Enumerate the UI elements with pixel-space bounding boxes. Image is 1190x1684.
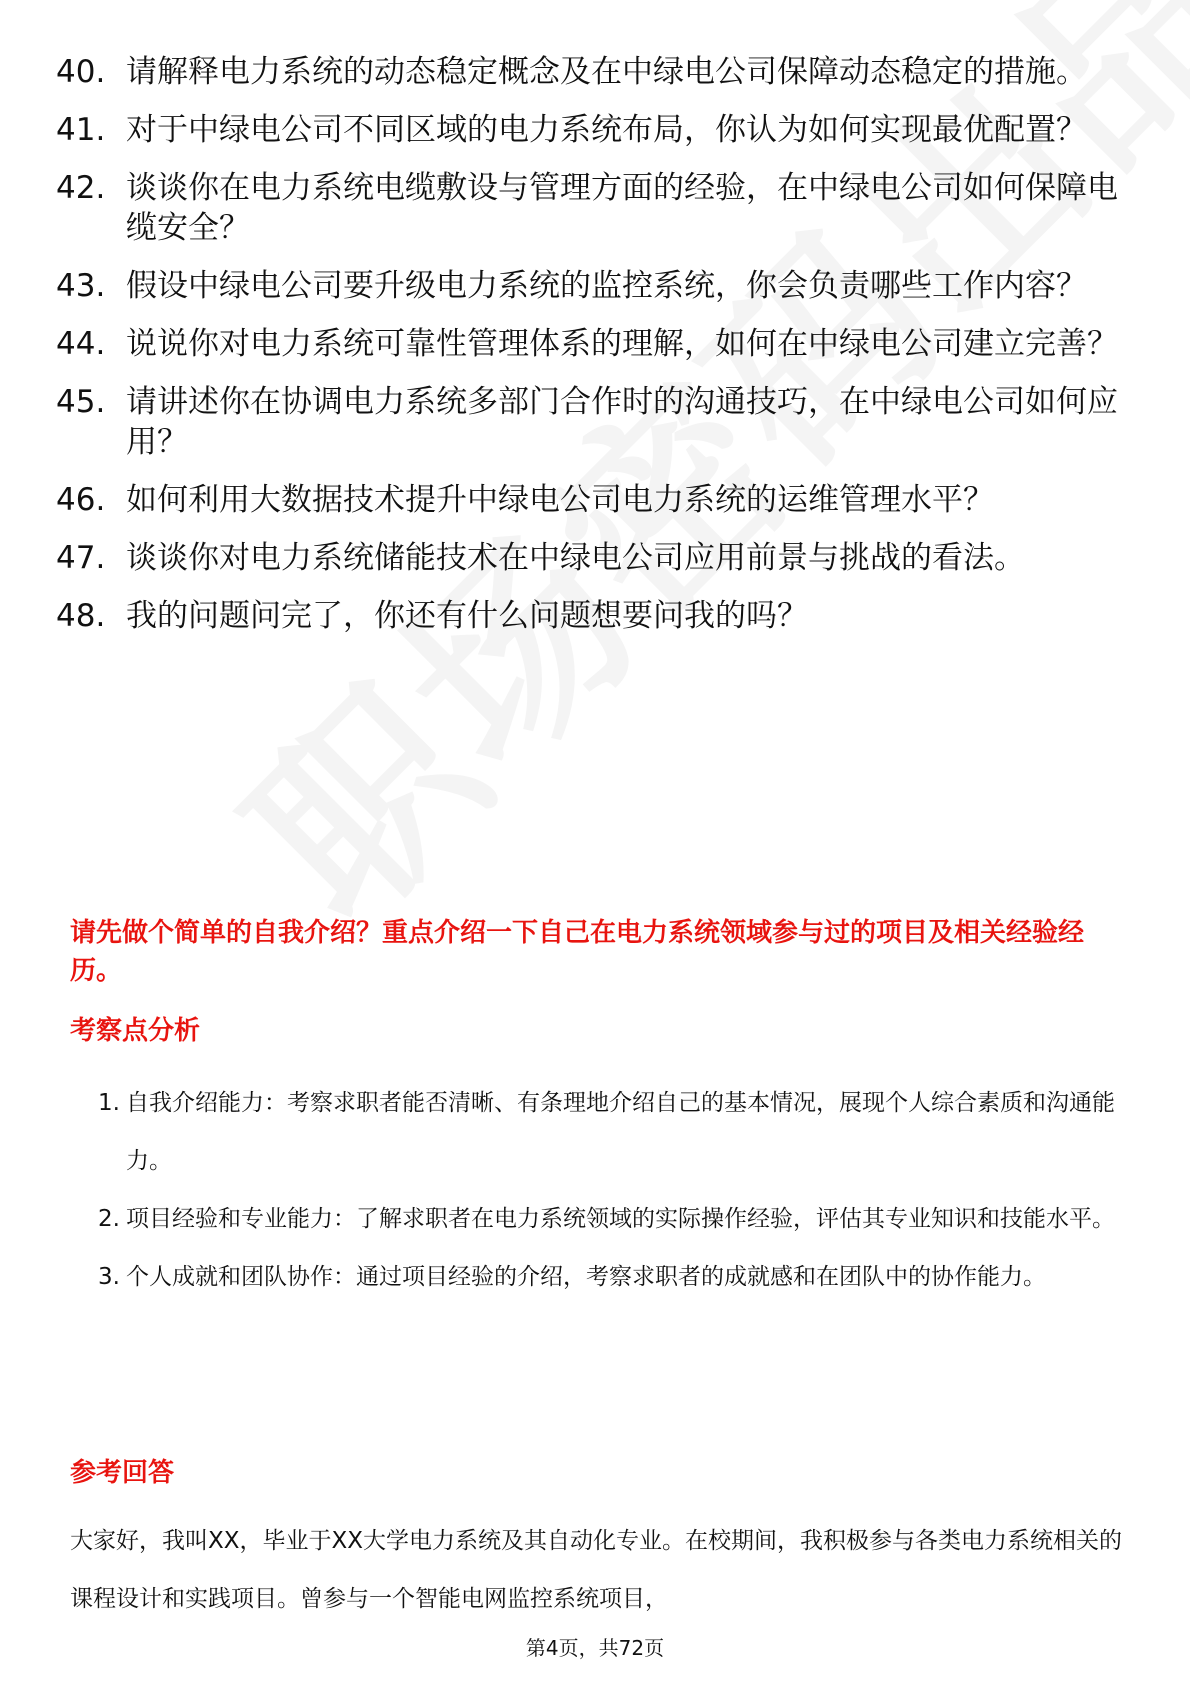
question-headline: 请先做个简单的自我介绍？重点介绍一下自己在电力系统领域参与过的项目及相关经验经历。 xyxy=(70,918,1085,986)
question-number: 41. xyxy=(56,112,106,148)
question-text: 说说你对电力系统可靠性管理体系的理解，如何在中绿电公司建立完善？ xyxy=(126,326,1118,362)
question-number: 45. xyxy=(56,384,106,420)
question-item xyxy=(56,266,1136,306)
question-text: 请解释电力系统的动态稳定概念及在中绿电公司保障动态稳定的措施。 xyxy=(126,54,1087,90)
analysis-text: 自我介绍能力：考察求职者能否清晰、有条理地介绍自己的基本情况，展现个人综合素质和沟通能力。 xyxy=(126,1090,1115,1174)
analysis-list xyxy=(70,1074,1130,1306)
question-text: 请讲述你在协调电力系统多部门合作时的沟通技巧，在中绿电公司如何应用？ xyxy=(126,384,1118,460)
analysis-number: 2. xyxy=(98,1206,120,1232)
question-item xyxy=(56,168,1136,248)
question-text: 如何利用大数据技术提升中绿电公司电力系统的运维管理水平？ xyxy=(126,482,994,518)
question-text: 对于中绿电公司不同区域的电力系统布局，你认为如何实现最优配置？ xyxy=(126,112,1087,148)
question-text: 谈谈你对电力系统储能技术在中绿电公司应用前景与挑战的看法。 xyxy=(126,540,1025,576)
question-number: 43. xyxy=(56,268,106,304)
question-number: 42. xyxy=(56,170,106,206)
question-item xyxy=(56,538,1136,578)
question-number: 47. xyxy=(56,540,106,576)
question-list xyxy=(56,52,1136,654)
page-footer: 第4页，共72页 xyxy=(525,1636,665,1660)
question-text: 我的问题问完了，你还有什么问题想要问我的吗？ xyxy=(126,598,808,634)
analysis-item xyxy=(70,1074,1130,1190)
question-number: 46. xyxy=(56,482,106,518)
analysis-item xyxy=(70,1248,1130,1306)
question-item xyxy=(56,596,1136,636)
analysis-number: 1. xyxy=(98,1090,120,1116)
analysis-text: 项目经验和专业能力：了解求职者在电力系统领域的实际操作经验，评估其专业知识和技能水平。 xyxy=(126,1206,1115,1232)
answer-heading: 参考回答 xyxy=(70,1458,175,1488)
question-item xyxy=(56,52,1136,92)
question-item xyxy=(56,480,1136,520)
question-number: 40. xyxy=(56,54,106,90)
question-item xyxy=(56,110,1136,150)
question-number: 48. xyxy=(56,598,106,634)
question-item xyxy=(56,382,1136,462)
question-text: 假设中绿电公司要升级电力系统的监控系统，你会负责哪些工作内容？ xyxy=(126,268,1087,304)
analysis-heading: 考察点分析 xyxy=(70,1016,201,1046)
answer-paragraph: 大家好，我叫XX，毕业于XX大学电力系统及其自动化专业。在校期间，我积极参与各类电力系统相关的课程设计和实践项目。曾参与一个智能电网监控系统项目， xyxy=(70,1528,1123,1612)
analysis-item xyxy=(70,1190,1130,1248)
question-text: 谈谈你在电力系统电缆敷设与管理方面的经验，在中绿电公司如何保障电缆安全？ xyxy=(126,170,1118,246)
question-number: 44. xyxy=(56,326,106,362)
question-item xyxy=(56,324,1136,364)
analysis-number: 3. xyxy=(98,1264,120,1290)
analysis-text: 个人成就和团队协作：通过项目经验的介绍，考察求职者的成就感和在团队中的协作能力。 xyxy=(126,1264,1046,1290)
